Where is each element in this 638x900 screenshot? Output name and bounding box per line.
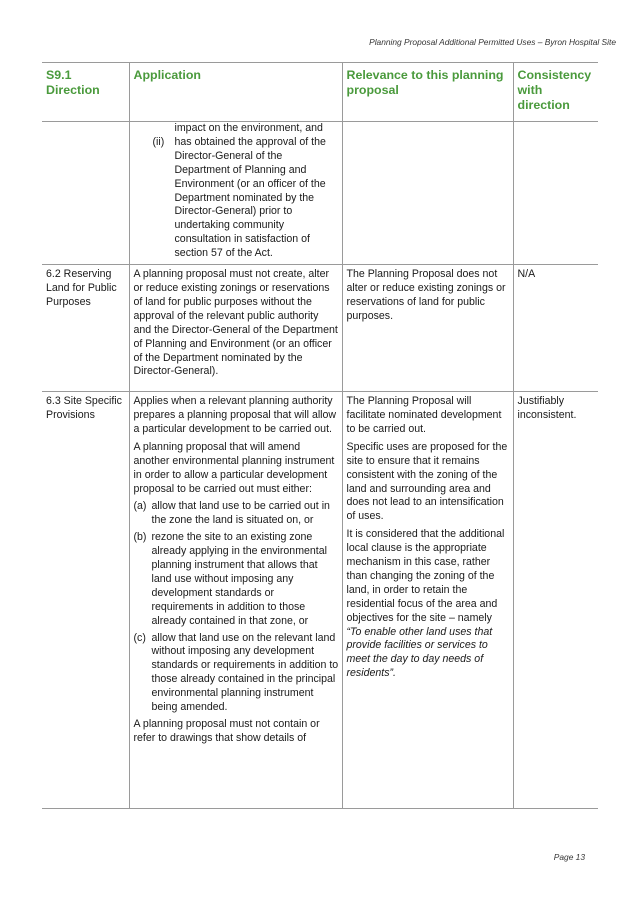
relevance-cell — [342, 392, 513, 809]
paragraph: The Planning Proposal will facilitate nominated development to be carried out. — [346, 395, 502, 435]
list-item-label: (ii) — [152, 135, 165, 148]
page-number: Page 13 — [553, 852, 585, 862]
quoted-objective: “To enable other land uses that provide facilities or services to meet the day to day needs of residents”. — [346, 625, 493, 680]
list-item-text: has obtained the approval of the Director-General of the Department of Planning and Environment (or an officer of the Department nominated by the Director-General) prior to undertaking community consultation in satisfaction of section 57 of the Act. — [174, 135, 326, 260]
table-header-row — [42, 63, 598, 122]
application-cell — [129, 392, 342, 809]
direction-cell: 6.3 Site Specific Provisions — [46, 395, 122, 421]
paragraph: Specific uses are proposed for the site to ensure that it remains consistent with the zoning of the land and surrounding area and does not lead to an intensification of uses. — [346, 440, 508, 523]
list-item-text: allow that land use to be carried out in the zone the land is situated on, or — [151, 500, 330, 527]
header-consistency: Consistency with direction — [513, 63, 598, 122]
relevance-cell — [342, 122, 513, 265]
paragraph: A planning proposal must not contain or refer to drawings that show details of — [133, 718, 320, 744]
list-item-label: (c) — [133, 631, 146, 644]
application-cell — [129, 122, 342, 265]
continued-text: impact on the environment, and — [174, 122, 323, 134]
direction-cell — [42, 122, 129, 265]
list-item — [134, 632, 339, 715]
s91-direction-table — [42, 62, 598, 809]
paragraph — [347, 528, 510, 681]
header-relevance: Relevance to this planning proposal — [342, 63, 513, 122]
relevance-cell: The Planning Proposal does not alter or reduce existing zonings or reservations of land for public purposes. — [342, 265, 513, 392]
consistency-cell — [513, 122, 598, 265]
application-cell: A planning proposal must not create, alter or reduce existing zonings or reservations of land for public purposes without the approval of the relevant public authority and the Director-General of the Department of Planning and Environment (or an officer of the Department nominated by the Director-General). — [129, 265, 342, 392]
table-row — [42, 122, 598, 265]
list-item-text: rezone the site to an existing zone already applying in the environmental planning instrument that allows that land use without imposing any development standards or requirements in addition to those already contained in that zone, or — [151, 531, 327, 627]
consistency-cell: Justifiably inconsistent. — [513, 392, 598, 809]
paragraph: Applies when a relevant planning authority prepares a planning proposal that will allow a particular development to be carried out. — [133, 395, 337, 435]
paragraph: A planning proposal that will amend another environmental planning instrument in order to allow a particular development proposal to be carried out must either: — [133, 440, 335, 495]
table-row — [42, 392, 598, 809]
header-application: Application — [129, 63, 342, 122]
direction-cell: 6.2 Reserving Land for Public Purposes — [46, 268, 117, 308]
consistency-cell: N/A — [513, 265, 598, 392]
list-item-label: (b) — [133, 531, 147, 544]
running-header: Planning Proposal Additional Permitted Uses – Byron Hospital Site — [369, 37, 616, 47]
header-direction: S9.1 Direction — [46, 68, 100, 97]
list-item-label: (a) — [133, 500, 147, 513]
table-row — [42, 265, 598, 392]
list-item — [134, 531, 339, 628]
list-item — [134, 136, 339, 261]
list-item-text: allow that land use on the relevant land without imposing any development standards or requirements in addition to those already contained in the principal environmental planning instrument being amended. — [151, 631, 339, 714]
paragraph-text: It is considered that the additional local clause is the appropriate mechanism in this case, rather than changing the zoning of the land, in order to retain the residential focus of the area and objectives for the site – namely — [346, 528, 505, 624]
list-item — [134, 500, 339, 528]
